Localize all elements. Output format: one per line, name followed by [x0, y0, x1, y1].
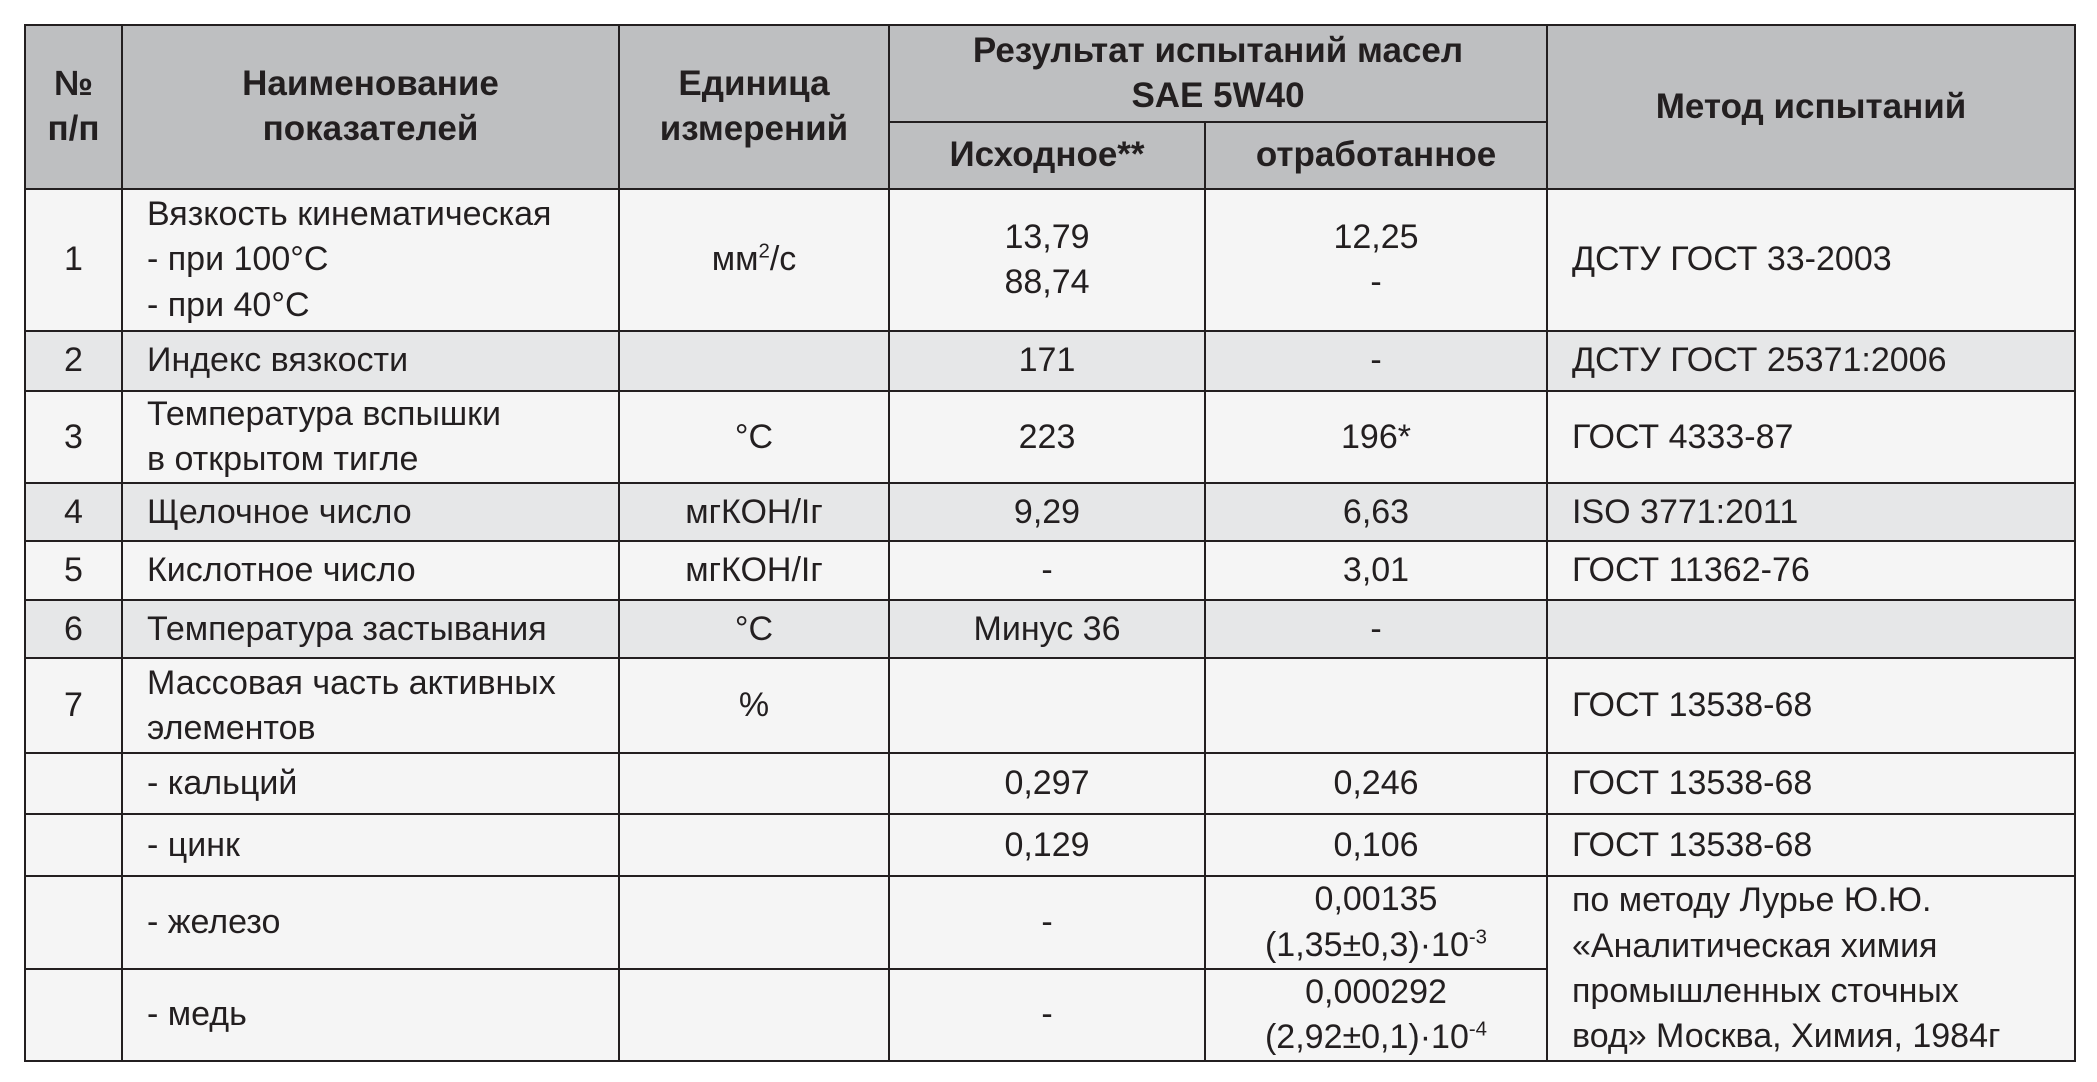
- header-result-line: Результат испытаний масел: [972, 30, 1464, 70]
- table-row: [25, 483, 2075, 541]
- row-initial: Минус 36: [889, 600, 1205, 658]
- row-used: 6,63: [1205, 483, 1547, 541]
- table-row: [25, 331, 2075, 391]
- row-initial: 0,297: [889, 753, 1205, 814]
- header-used: отработанное: [1205, 122, 1547, 189]
- header-unit-line: Единица: [678, 64, 830, 104]
- row-name: Щелочное число: [122, 483, 619, 541]
- unit-base: мм: [711, 240, 759, 279]
- row-method-lurie: [1547, 876, 2075, 1061]
- header-name-line: Наименование: [242, 64, 499, 104]
- row-unit: [619, 331, 889, 391]
- row-name: [122, 189, 619, 331]
- row-num: 7: [25, 658, 122, 753]
- row-name: Кислотное число: [122, 541, 619, 600]
- row-name: - кальций: [122, 753, 619, 814]
- row-unit: °С: [619, 391, 889, 483]
- row-method: ДСТУ ГОСТ 33-2003: [1547, 189, 2075, 331]
- row-used-value: 0,000292: [1305, 972, 1447, 1011]
- row-used: 0,246: [1205, 753, 1547, 814]
- header-initial: Исходное**: [889, 122, 1205, 189]
- row-used: 196*: [1205, 391, 1547, 483]
- row-unit: [619, 969, 889, 1061]
- formula-base: (1,35±0,3)·10: [1264, 925, 1469, 964]
- row-name: Индекс вязкости: [122, 331, 619, 391]
- table-row: [25, 876, 2075, 968]
- table-row: [25, 658, 2075, 753]
- row-used-line: -: [1370, 263, 1382, 301]
- row-num: 4: [25, 483, 122, 541]
- row-unit: [619, 753, 889, 814]
- unit-superscript: 2: [758, 241, 770, 264]
- row-used: [1205, 658, 1547, 753]
- row-used-value: 0,00135: [1314, 880, 1438, 919]
- row-initial: -: [889, 876, 1205, 968]
- header-method: Метод испытаний: [1547, 25, 2075, 189]
- row-initial: 0,129: [889, 814, 1205, 876]
- row-name: - медь: [122, 969, 619, 1061]
- row-initial: [889, 189, 1205, 331]
- row-used: -: [1205, 600, 1547, 658]
- header-num-line: №: [53, 64, 94, 104]
- row-num: [25, 969, 122, 1061]
- header-num-line: п/п: [47, 109, 100, 148]
- row-unit: [619, 189, 889, 331]
- unit-tail: /с: [769, 240, 797, 279]
- row-used: [1205, 876, 1547, 968]
- row-name-line: - при 40°С: [147, 285, 310, 324]
- formula-base: (2,92±0,1)·10: [1264, 1018, 1469, 1057]
- row-initial: 223: [889, 391, 1205, 483]
- row-method: [1547, 600, 2075, 658]
- row-name: Температура застывания: [122, 600, 619, 658]
- row-used-line: 12,25: [1333, 217, 1419, 256]
- row-initial-line: 88,74: [1004, 263, 1090, 301]
- row-name-line: элементов: [147, 708, 316, 747]
- row-name-line: Температура вспышки: [147, 395, 502, 433]
- table-row: [25, 753, 2075, 814]
- method-line: вод» Москва, Химия, 1984г: [1572, 1017, 2001, 1056]
- row-method: ГОСТ 13538-68: [1547, 814, 2075, 876]
- header-num: [25, 25, 122, 189]
- row-method: ГОСТ 13538-68: [1547, 753, 2075, 814]
- row-unit: [619, 876, 889, 968]
- row-initial: 171: [889, 331, 1205, 391]
- row-name-line: Массовая часть активных: [147, 663, 556, 702]
- row-num: 6: [25, 600, 122, 658]
- row-used: 0,106: [1205, 814, 1547, 876]
- row-method: ГОСТ 4333-87: [1547, 391, 2075, 483]
- header-name-line: показателей: [262, 109, 479, 148]
- formula-exponent: -3: [1468, 926, 1488, 949]
- row-num: [25, 814, 122, 876]
- row-initial: -: [889, 541, 1205, 600]
- row-unit: мгКОН/Iг: [619, 541, 889, 600]
- formula-exponent: -4: [1468, 1018, 1488, 1041]
- table-row: [25, 541, 2075, 600]
- row-name: [122, 658, 619, 753]
- row-used: 3,01: [1205, 541, 1547, 600]
- row-unit: °С: [619, 600, 889, 658]
- table-row: [25, 814, 2075, 876]
- row-unit: мгКОН/Iг: [619, 483, 889, 541]
- row-initial: 9,29: [889, 483, 1205, 541]
- row-name-line: Вязкость кинематическая: [147, 195, 552, 234]
- header-name: [122, 25, 619, 189]
- row-used: [1205, 189, 1547, 331]
- row-name-line: - при 100°С: [147, 240, 329, 279]
- row-unit: %: [619, 658, 889, 753]
- row-method: ДСТУ ГОСТ 25371:2006: [1547, 331, 2075, 391]
- row-name: [122, 391, 619, 483]
- row-initial: -: [889, 969, 1205, 1061]
- row-method: ISO 3771:2011: [1547, 483, 2075, 541]
- method-line: по методу Лурье Ю.Ю.: [1572, 881, 1932, 920]
- header-unit-line: измерений: [659, 109, 849, 148]
- oil-test-results-table: [24, 24, 2076, 1062]
- table-row: [25, 391, 2075, 483]
- row-num: 5: [25, 541, 122, 600]
- row-name-line: в открытом тигле: [147, 440, 419, 479]
- row-initial-line: 13,79: [1004, 217, 1090, 256]
- row-unit: [619, 814, 889, 876]
- row-name: - цинк: [122, 814, 619, 876]
- row-used-formula: [1230, 923, 1522, 968]
- header-result: [889, 25, 1547, 122]
- row-initial: [889, 658, 1205, 753]
- row-used-formula: [1230, 1015, 1522, 1060]
- method-line: промышленных сточных: [1572, 971, 1959, 1010]
- table-row: [25, 600, 2075, 658]
- row-num: 1: [25, 189, 122, 331]
- row-method: ГОСТ 13538-68: [1547, 658, 2075, 753]
- row-num: [25, 876, 122, 968]
- row-num: 3: [25, 391, 122, 483]
- row-used: -: [1205, 331, 1547, 391]
- header-unit: [619, 25, 889, 189]
- row-num: 2: [25, 331, 122, 391]
- row-method: ГОСТ 11362-76: [1547, 541, 2075, 600]
- row-num: [25, 753, 122, 814]
- row-used: [1205, 969, 1547, 1061]
- table-row: [25, 189, 2075, 331]
- method-line: «Аналитическая химия: [1572, 926, 1938, 965]
- row-name: - железо: [122, 876, 619, 968]
- header-result-line: SAE 5W40: [1131, 75, 1305, 115]
